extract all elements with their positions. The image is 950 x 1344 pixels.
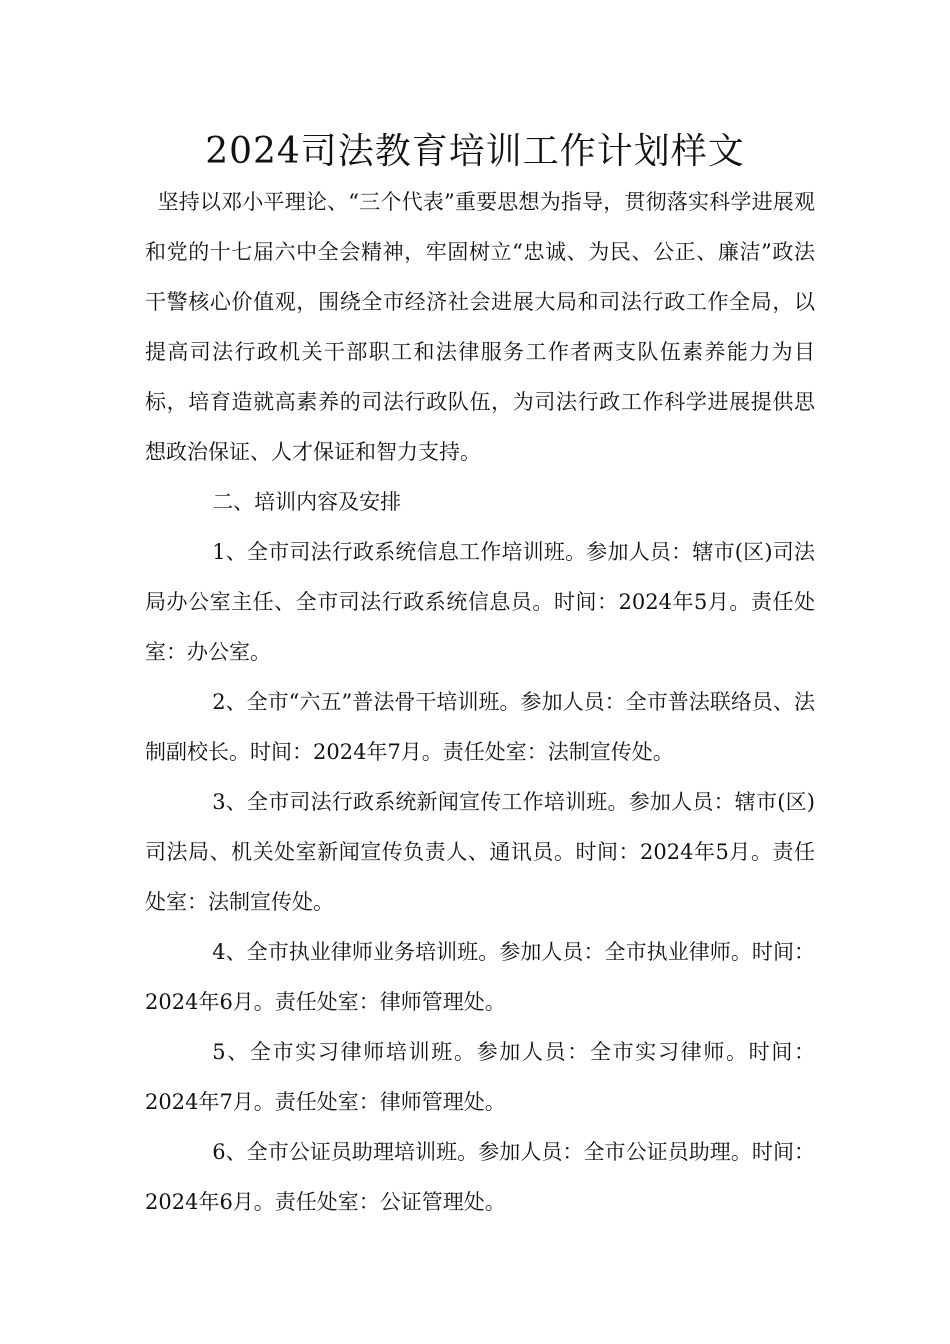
list-item-training-5: 5、全市实习律师培训班。参加人员：全市实习律师。时间：2024年7月。责任处室：律师管理处。 bbox=[145, 1040, 815, 1114]
document-title: 2024司法教育培训工作计划样文 bbox=[205, 131, 745, 172]
paragraph-guiding-principle: 坚持以邓小平理论、“三个代表”重要思想为指导，贯彻落实科学进展观和党的十七届六中全会精神，牢固树立“忠诚、为民、公正、廉洁”政法干警核心价值观，围绕全市经济社会进展大局和司法行政工作全局，以提高司法行政机关干部职工和法律服务工作者两支队伍素养能力为目标，培育造就高素养的司法行政队伍，为司法行政工作科学进展提供思想政治保证、人才保证和智力支持。 bbox=[145, 190, 815, 464]
document-body bbox=[145, 177, 815, 1227]
list-item-training-3: 3、全市司法行政系统新闻宣传工作培训班。参加人员：辖市(区)司法局、机关处室新闻宣传负责人、通讯员。时间：2024年5月。责任处室：法制宣传处。 bbox=[145, 790, 815, 914]
list-item-training-6: 6、全市公证员助理培训班。参加人员：全市公证员助理。时间：2024年6月。责任处室：公证管理处。 bbox=[145, 1140, 815, 1214]
list-item-training-4: 4、全市执业律师业务培训班。参加人员：全市执业律师。时间：2024年6月。责任处室：律师管理处。 bbox=[145, 940, 815, 1014]
list-item-training-2: 2、全市“六五”普法骨干培训班。参加人员：全市普法联络员、法制副校长。时间：2024年7月。责任处室：法制宣传处。 bbox=[145, 690, 815, 764]
section-heading-training-content: 二、培训内容及安排 bbox=[212, 490, 402, 514]
list-item-training-1: 1、全市司法行政系统信息工作培训班。参加人员：辖市(区)司法局办公室主任、全市司法行政系统信息员。时间：2024年5月。责任处室：办公室。 bbox=[145, 540, 815, 664]
